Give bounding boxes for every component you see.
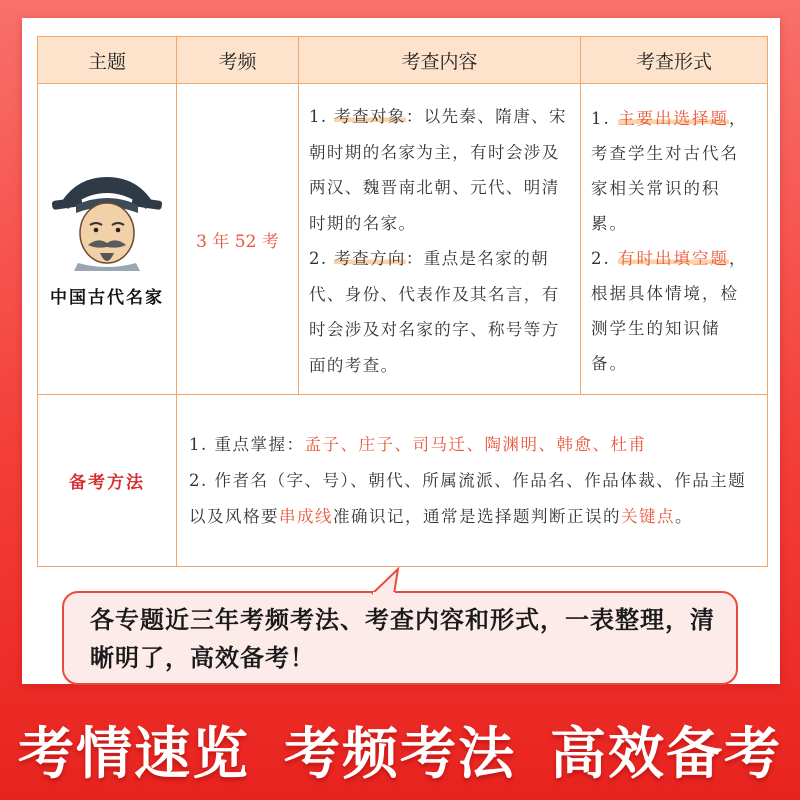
method-item-1-prefix: 1. 重点掌握： bbox=[189, 434, 305, 454]
method-item-2-part-b: 准确识记，通常是选择题判断正误的 bbox=[333, 506, 621, 526]
callout-pointer-icon bbox=[368, 567, 418, 597]
callout-text: 各专题近三年考频考法、考查内容和形式，一表整理，清晰明了，高效备考！ bbox=[90, 606, 715, 672]
method-label-cell bbox=[38, 395, 177, 567]
table-row bbox=[38, 395, 768, 567]
method-item-2-part-a: 2. 作者名（字、号）、朝代、所属流派、作品名、作品体裁、作品主题以及风格要 bbox=[189, 470, 747, 526]
form-item-2-number: 2. bbox=[591, 249, 618, 268]
slogan-2: 考频考法 bbox=[284, 722, 516, 787]
frequency-value: 3 年 52 考 bbox=[196, 231, 279, 252]
scholar-portrait-icon bbox=[48, 171, 166, 271]
method-item-2-part-c: 。 bbox=[675, 506, 693, 526]
method-item-2-highlight-2: 关键点 bbox=[621, 506, 675, 526]
content-item-2-heading: 考查方向 bbox=[334, 249, 406, 268]
content-text bbox=[299, 95, 580, 383]
content-item-2-number: 2. bbox=[309, 249, 335, 268]
form-cell bbox=[581, 84, 768, 395]
table-header-row bbox=[38, 37, 768, 84]
slogan-3: 高效备考 bbox=[550, 722, 782, 787]
header-topic: 主题 bbox=[38, 37, 177, 84]
content-item-1-heading: 考查对象 bbox=[334, 107, 406, 126]
form-item-2-body: ，根据具体情境，检测学生的知识储备。 bbox=[591, 249, 748, 373]
frequency-cell bbox=[177, 84, 299, 395]
form-item-2-highlight: 有时出填空题 bbox=[618, 249, 729, 268]
callout-box bbox=[62, 591, 738, 685]
method-text bbox=[177, 427, 767, 535]
topic-name: 中国古代名家 bbox=[50, 287, 164, 308]
form-item-1-number: 1. bbox=[591, 109, 618, 128]
header-frequency: 考频 bbox=[177, 37, 299, 84]
method-cell bbox=[177, 395, 768, 567]
content-cell bbox=[299, 84, 581, 395]
topic-cell bbox=[38, 84, 177, 395]
slogan-banner bbox=[0, 700, 800, 800]
method-item-2-highlight-1: 串成线 bbox=[279, 506, 333, 526]
content-item-1-number: 1. bbox=[309, 107, 335, 126]
form-item-1-highlight: 主要出选择题 bbox=[618, 109, 729, 128]
content-item-2-body: ：重点是名家的朝代、身份、代表作及其名言，有时会涉及对名家的字、称号等方面的考查。 bbox=[309, 249, 560, 375]
content-item-1-body: ：以先秦、隋唐、宋朝时期的名家为主，有时会涉及两汉、魏晋南北朝、元代、明清时期的名家。 bbox=[309, 107, 567, 233]
method-label: 备考方法 bbox=[69, 473, 145, 493]
form-text bbox=[581, 97, 767, 381]
topic-table bbox=[37, 36, 768, 567]
slogan-1: 考情速览 bbox=[18, 722, 250, 787]
method-item-1-names: 孟子、庄子、司马迁、陶渊明、韩愈、杜甫 bbox=[304, 434, 647, 454]
table-row bbox=[38, 84, 768, 395]
header-content: 考查内容 bbox=[299, 37, 581, 84]
header-form: 考查形式 bbox=[581, 37, 768, 84]
form-item-1-body: ，考查学生对古代名家相关常识的积累。 bbox=[591, 109, 748, 233]
